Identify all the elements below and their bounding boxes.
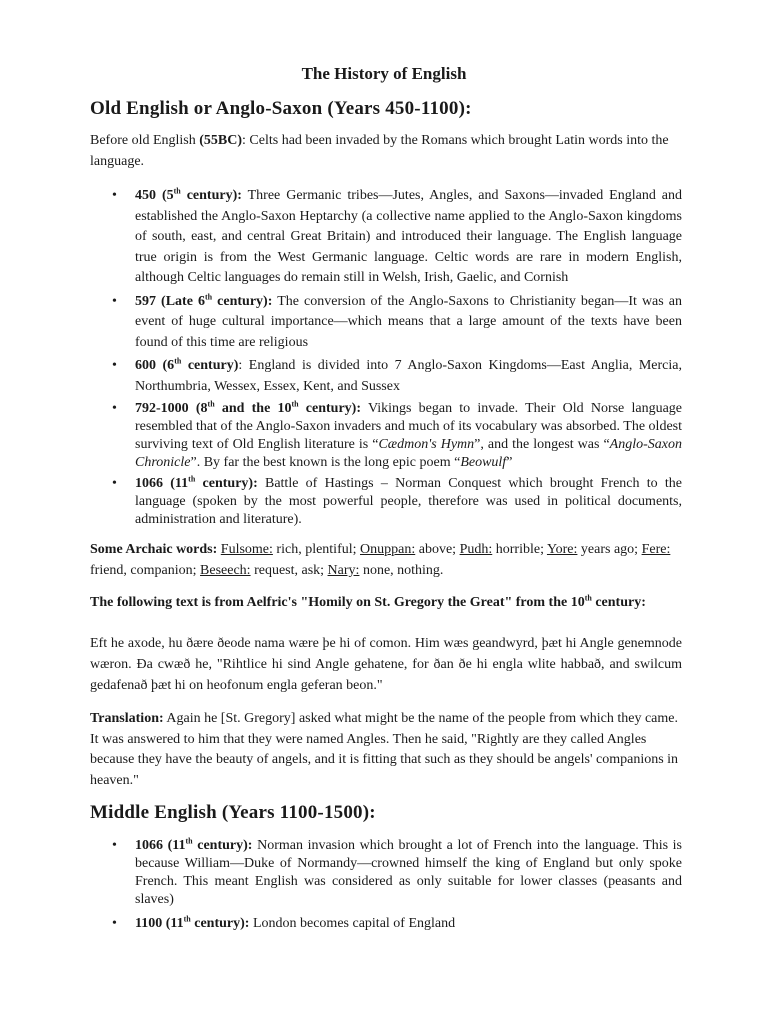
homily-heading: The following text is from Aelfric's "Homily on St. Gregory the Great" from the 10th century: bbox=[90, 593, 646, 610]
item-year: 792-1000 (8th and the 10th century): bbox=[135, 399, 362, 416]
intro-paragraph bbox=[90, 131, 682, 172]
item-text: Three Germanic tribes—Jutes, Angles, and Saxons—invaded England and established the Anglo-Saxon Heptarchy (a collective name applied to the Anglo-Saxon kingdoms of south, east, and central Great Britain) and introduced their language. The English language true origin is from the West Germanic language. Celtic words are rare in modern English, although Celtic languages do remain still in Welsh, Irish, Gaelic, and Cornish bbox=[135, 188, 682, 285]
item-text: Battle of Hastings – Norman Conquest which brought French to the language (spoken by the most powerful people, therefore was used in political documents, administration and literature). bbox=[135, 476, 683, 527]
intro-bold: (55BC) bbox=[199, 133, 243, 148]
section-heading-old-english: Old English or Anglo-Saxon (Years 450-1100): bbox=[90, 98, 472, 119]
old-english-timeline bbox=[90, 186, 682, 532]
page-title: The History of English bbox=[301, 64, 467, 83]
archaic-word: Yore: bbox=[546, 542, 578, 557]
item-text: Vikings began to invade. Their Old Norse language resembled that of the Anglo-Saxon invaders and much of its vocabulary was absorbed. The oldest surviving text of Old English literature is “Cædmon's Hymn”, and the longest was “Anglo-Saxon Chronicle”. By far the best known is the long epic poem “Beowulf” bbox=[135, 401, 683, 470]
item-year: 450 (5th century): bbox=[135, 186, 242, 203]
item-text: The conversion of the Anglo-Saxons to Christianity began—It was an event of huge cultural importance—which means that a large amount of the texts have been found of this time are religious bbox=[135, 293, 682, 350]
item-text: Norman invasion which brought a lot of French into the language. This is because William—Duke of Normandy—crowned himself the king of England but only spoke French. This meant English was considered as only suitable for lower classes (peasants and slaves) bbox=[135, 838, 683, 907]
archaic-word: Fere: bbox=[641, 542, 671, 557]
middle-english-timeline bbox=[90, 837, 682, 939]
intro-pre: Before old English bbox=[90, 133, 200, 148]
list-item bbox=[90, 475, 682, 529]
archaic-label: Some Archaic words: bbox=[90, 542, 218, 557]
list-item bbox=[90, 356, 682, 397]
list-item bbox=[90, 837, 682, 909]
item-text: : England is divided into 7 Anglo-Saxon Kingdoms—East Anglia, Mercia, Northumbria, Wessex, Essex, Kent, and Sussex bbox=[135, 358, 682, 394]
old-english-text: Eft he axode, hu ðære ðeode nama wære þe hi of comon. Him wæs geandwyrd, þæt hi Angle genemnode wæron. Ða cwæð he, "Rihtlice hi sind Angle gehatene, for ðan ðe hi engla wlite habbað, and swilcum gedafenað þæt hi on heofonum engla geferan beon." bbox=[90, 636, 682, 693]
item-year: 1066 (11th century): bbox=[135, 474, 258, 491]
archaic-word: Nary: bbox=[327, 563, 360, 578]
list-item bbox=[90, 915, 682, 933]
item-year: 1100 (11th century): bbox=[135, 914, 250, 931]
section-heading-middle-english: Middle English (Years 1100-1500): bbox=[90, 802, 376, 823]
archaic-words-paragraph: Some Archaic words: Fulsome: rich, plentiful; Onuppan: above; Pudh: horrible; Yore: years ago; Fere: friend, companion; Beseech: request, ask; Nary: none, nothing. bbox=[90, 542, 671, 578]
item-text: London becomes capital of England bbox=[249, 916, 456, 931]
item-year: 597 (Late 6th century): bbox=[135, 291, 273, 309]
archaic-word: Pudh: bbox=[459, 542, 493, 557]
item-year: 1066 (11th century): bbox=[135, 836, 253, 853]
item-year: 600 (6th century) bbox=[135, 356, 239, 373]
list-item bbox=[90, 186, 682, 289]
list-item bbox=[90, 400, 682, 472]
archaic-word: Onuppan: bbox=[360, 542, 416, 557]
translation-label: Translation: bbox=[90, 711, 164, 726]
translation-paragraph bbox=[90, 709, 682, 791]
archaic-word: Fulsome: bbox=[220, 542, 273, 557]
translation-text: Again he [St. Gregory] asked what might be the name of the people from which they came. It was answered to him that they were named Angles. Then he said, "Rightly are they called Angles because they have the beauty of angels, and it is fitting that such as they should be angels' companions in heaven." bbox=[90, 711, 679, 788]
list-item bbox=[90, 292, 682, 354]
archaic-word: Beseech: bbox=[200, 563, 251, 578]
intro-post: : Celts had been invaded by the Romans which brought Latin words into the language. bbox=[90, 133, 669, 169]
